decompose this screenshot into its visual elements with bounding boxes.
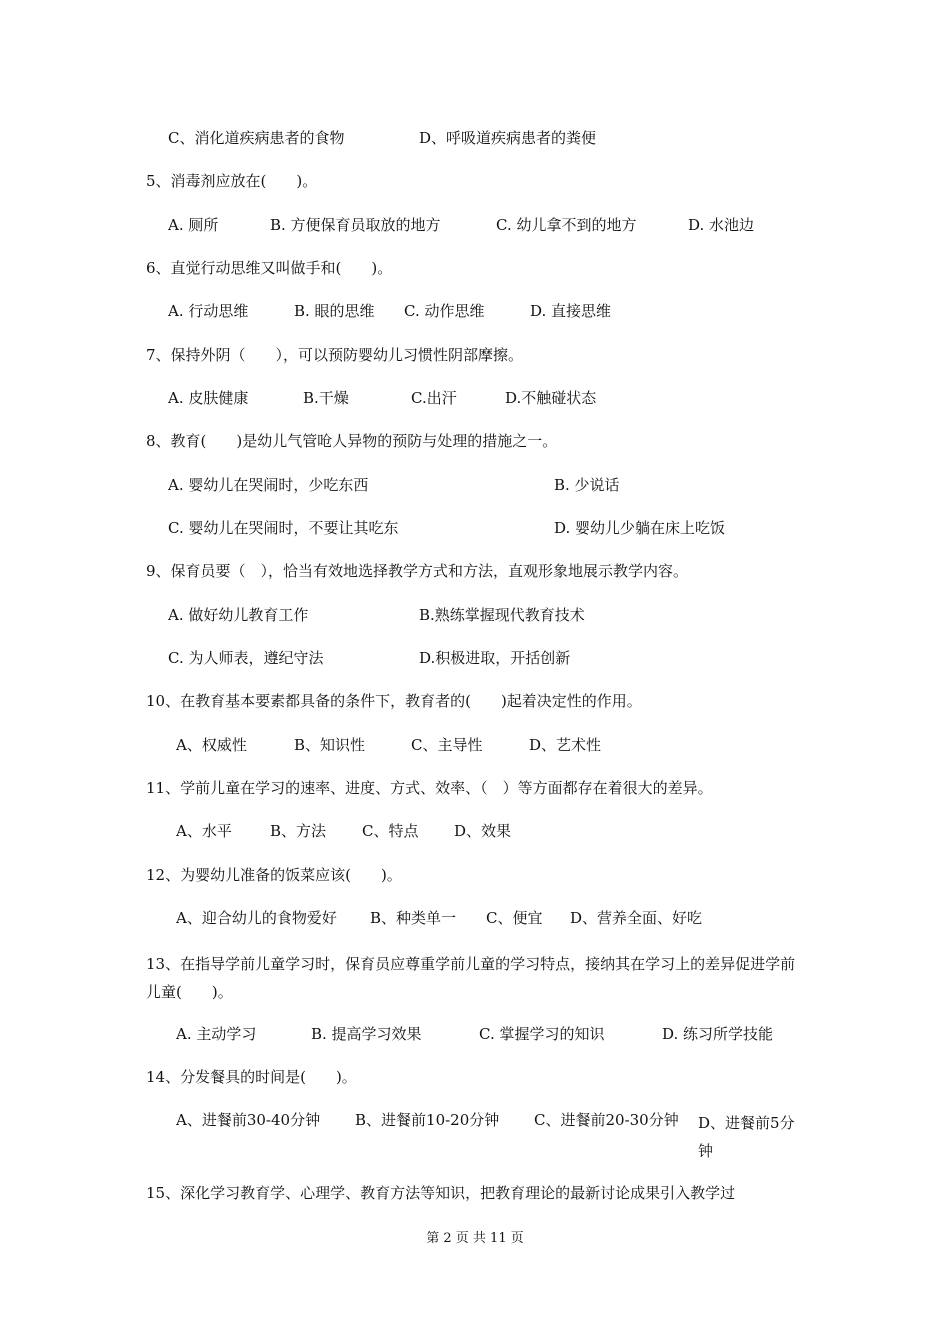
q11-option-d: D、效果 [454, 822, 512, 840]
question-8-stem: 8、教育( )是幼儿气管呛人异物的预防与处理的措施之一。 [146, 432, 558, 450]
q10-option-b: B、知识性 [294, 736, 366, 754]
q11-option-a: A、水平 [176, 822, 232, 840]
question-7-stem: 7、保持外阴（ ），可以预防婴幼儿习惯性阴部摩擦。 [146, 346, 524, 364]
q12-option-a: A、迎合幼儿的食物爱好 [176, 909, 337, 927]
q7-option-b: B.干燥 [303, 389, 349, 407]
q9-option-a: A. 做好幼儿教育工作 [168, 606, 309, 624]
q10-option-c: C、主导性 [411, 736, 483, 754]
question-12-stem: 12、为婴幼儿准备的饭菜应该( )。 [146, 866, 402, 884]
q9-option-b: B.熟练掌握现代教育技术 [419, 606, 585, 624]
q13-option-b: B. 提高学习效果 [311, 1025, 422, 1043]
q14-option-d-wrapper [146, 1109, 808, 1165]
q6-option-b: B. 眼的思维 [294, 302, 375, 320]
question-11-stem: 11、学前儿童在学习的速率、进度、方式、效率、（ ）等方面都存在着很大的差异。 [146, 779, 713, 797]
q11-option-c: C、特点 [362, 822, 419, 840]
q14-option-d: D、进餐前5分钟 [698, 1114, 795, 1160]
q10-option-a: A、权威性 [176, 736, 247, 754]
q12-option-c: C、便宜 [486, 909, 543, 927]
q13-option-c: C. 掌握学习的知识 [479, 1025, 605, 1043]
q5-option-d: D. 水池边 [688, 216, 755, 234]
q4-option-c: C、消化道疾病患者的食物 [168, 129, 345, 147]
q4-option-d: D、呼吸道疾病患者的粪便 [419, 129, 597, 147]
q7-option-c: C.出汗 [411, 389, 457, 407]
question-14-stem: 14、分发餐具的时间是( )。 [146, 1068, 357, 1086]
q13-option-d: D. 练习所学技能 [662, 1025, 774, 1043]
q14-option-a: A、进餐前30-40分钟 [176, 1111, 321, 1129]
q5-option-a: A. 厕所 [168, 216, 219, 234]
question-9-stem: 9、保育员要（ ），恰当有效地选择教学方式和方法，直观形象地展示教学内容。 [146, 562, 689, 580]
q9-option-c: C. 为人师表，遵纪守法 [168, 649, 324, 667]
page-footer: 第 2 页 共 11 页 [426, 1231, 524, 1246]
question-15-stem: 15、深化学习教育学、心理学、教育方法等知识，把教育理论的最新讨论成果引入教学过 [146, 1184, 736, 1202]
q6-option-a: A. 行动思维 [168, 302, 249, 320]
q8-option-a: A. 婴幼儿在哭闹时，少吃东西 [168, 476, 369, 494]
q5-option-b: B. 方便保育员取放的地方 [270, 216, 441, 234]
q8-option-b: B. 少说话 [554, 476, 620, 494]
q6-option-c: C. 动作思维 [404, 302, 485, 320]
q14-option-c: C、进餐前20-30分钟 [534, 1111, 679, 1129]
question-13-stem: 13、在指导学前儿童学习时，保育员应尊重学前儿童的学习特点，接纳其在学习上的差异促进学前儿童( )。 [146, 955, 796, 1001]
q14-option-b: B、进餐前10-20分钟 [355, 1111, 500, 1129]
q8-option-d: D. 婴幼儿少躺在床上吃饭 [554, 519, 726, 537]
q10-option-d: D、艺术性 [529, 736, 602, 754]
q7-option-d: D.不触碰状态 [505, 389, 597, 407]
q12-option-d: D、营养全面、好吃 [570, 909, 703, 927]
question-10-stem: 10、在教育基本要素都具备的条件下，教育者的( )起着决定性的作用。 [146, 692, 642, 710]
q6-option-d: D. 直接思维 [530, 302, 612, 320]
q7-option-a: A. 皮肤健康 [168, 389, 249, 407]
q8-option-c: C. 婴幼儿在哭闹时，不要让其吃东 [168, 519, 399, 537]
q12-option-b: B、种类单一 [370, 909, 457, 927]
question-6-stem: 6、直觉行动思维又叫做手和( )。 [146, 259, 393, 277]
q11-option-b: B、方法 [270, 822, 327, 840]
q5-option-c: C. 幼儿拿不到的地方 [496, 216, 637, 234]
q13-option-a: A. 主动学习 [176, 1025, 257, 1043]
q9-option-d: D.积极进取，开括创新 [419, 649, 571, 667]
question-5-stem: 5、消毒剂应放在( )。 [146, 172, 318, 190]
